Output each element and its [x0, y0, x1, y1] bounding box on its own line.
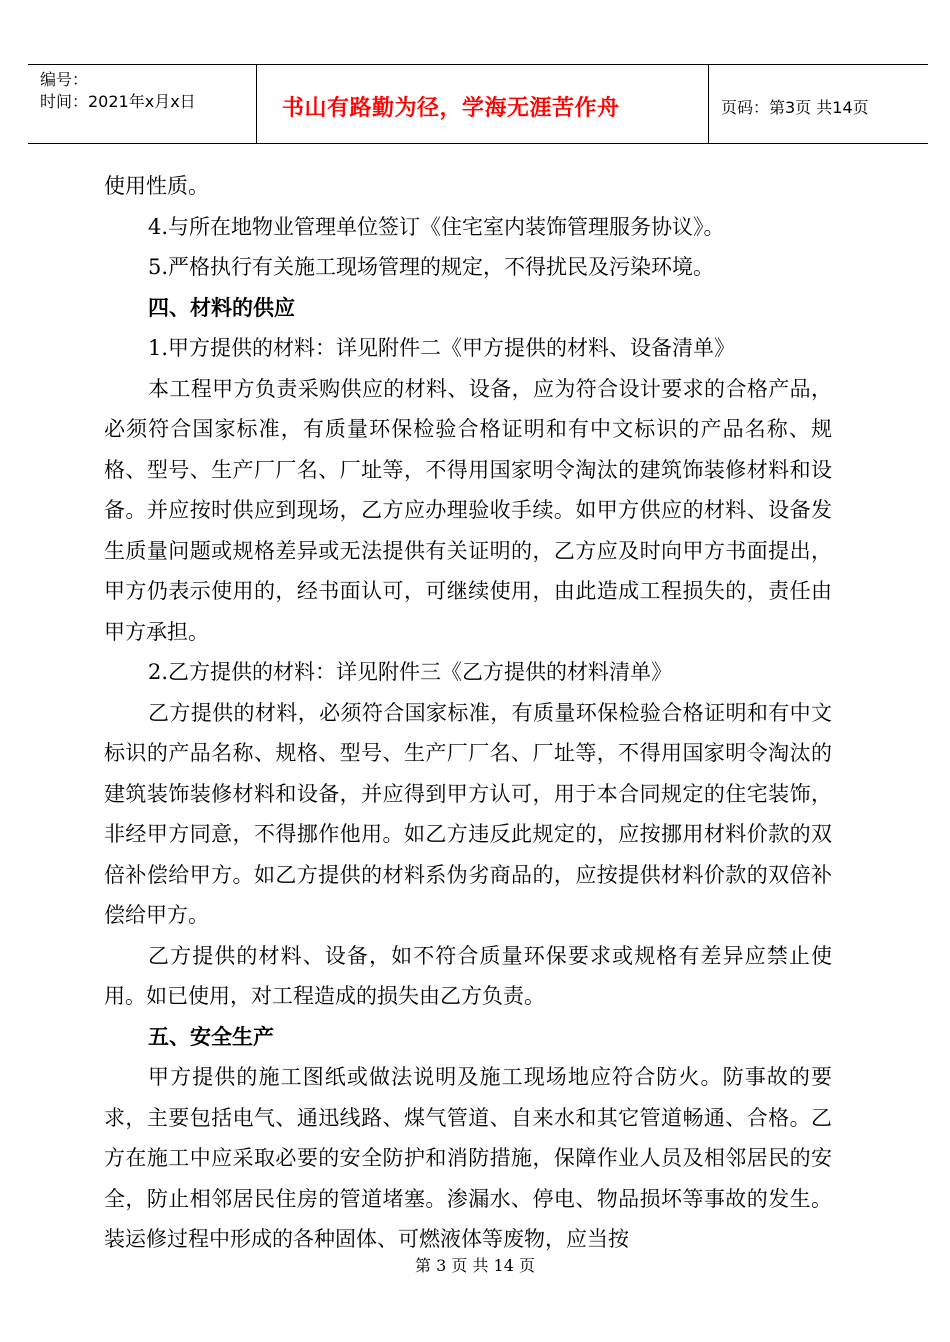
page-header [28, 64, 928, 144]
paragraph: 2.乙方提供的材料：详见附件三《乙方提供的材料清单》 [148, 660, 673, 684]
paragraph: 乙方提供的材料，必须符合国家标准，有质量环保检验合格证明和有中文标识的产品名称、规格、型号、生产厂厂名、厂址等，不得用国家明令淘汰的建筑装饰装修材料和设备，并应得到甲方认可，用于本合同规定的住宅装饰，非经甲方同意，不得挪作他用。如乙方违反此规定的，应按挪用材料价款的双倍补偿给甲方。如乙方提供的材料系伪劣商品的，应按提供材料价款的双倍补偿给甲方。 [104, 700, 832, 927]
header-page-cell [709, 65, 928, 143]
paragraph: 4.与所在地物业管理单位签订《住宅室内装饰管理服务协议》。 [148, 214, 725, 239]
page-info: 页码：第3页 共14页 [721, 98, 869, 117]
time-label: 时间：2021年x月x日 [40, 92, 196, 111]
paragraph: 本工程甲方负责采购供应的材料、设备，应为符合设计要求的合格产品，必须符合国家标准，有质量环保检验合格证明和有中文标识的产品名称、规格、型号、生产厂厂名、厂址等，不得用国家明令淘汰的建筑饰装修材料和设备。并应按时供应到现场，乙方应办理验收手续。如甲方供应的材料、设备发生质量问题或规格差异或无法提供有关证明的，乙方应及时向甲方书面提出，甲方仍表示使用的，经书面认可，可继续使用，由此造成工程损失的，责任由甲方承担。 [104, 376, 832, 644]
paragraph: 甲方提供的施工图纸或做法说明及施工现场地应符合防火。防事故的要求，主要包括电气、通迅线路、煤气管道、自来水和其它管道畅通、合格。乙方在施工中应采取必要的安全防护和消防措施，保障作业人员及相邻居民的安全，防止相邻居民住房的管道堵塞。渗漏水、停电、物品损坏等事故的发生。装运修过程中形成的各种固体、可燃液体等废物，应当按 [104, 1065, 832, 1251]
paragraph: 使用性质。 [104, 174, 209, 198]
paragraph: 1.甲方提供的材料：详见附件二《甲方提供的材料、设备清单》 [148, 336, 736, 360]
paragraph: 乙方提供的材料、设备，如不符合质量环保要求或规格有差异应禁止使用。如已使用，对工程造成的损失由乙方负责。 [104, 943, 832, 1008]
slogan: 书山有路勤为径，学海无涯苦作舟 [282, 96, 620, 121]
section-heading: 四、材料的供应 [148, 295, 295, 320]
paragraph: 5.严格执行有关施工现场管理的规定，不得扰民及污染环境。 [148, 255, 715, 279]
header-slogan-cell [257, 65, 709, 143]
header-meta-cell [28, 65, 257, 143]
serial-number-label: 编号： [40, 70, 89, 89]
section-heading: 五、安全生产 [148, 1024, 274, 1049]
page-footer: 第 3 页 共 14 页 [415, 1256, 535, 1275]
document-body [104, 166, 832, 1260]
